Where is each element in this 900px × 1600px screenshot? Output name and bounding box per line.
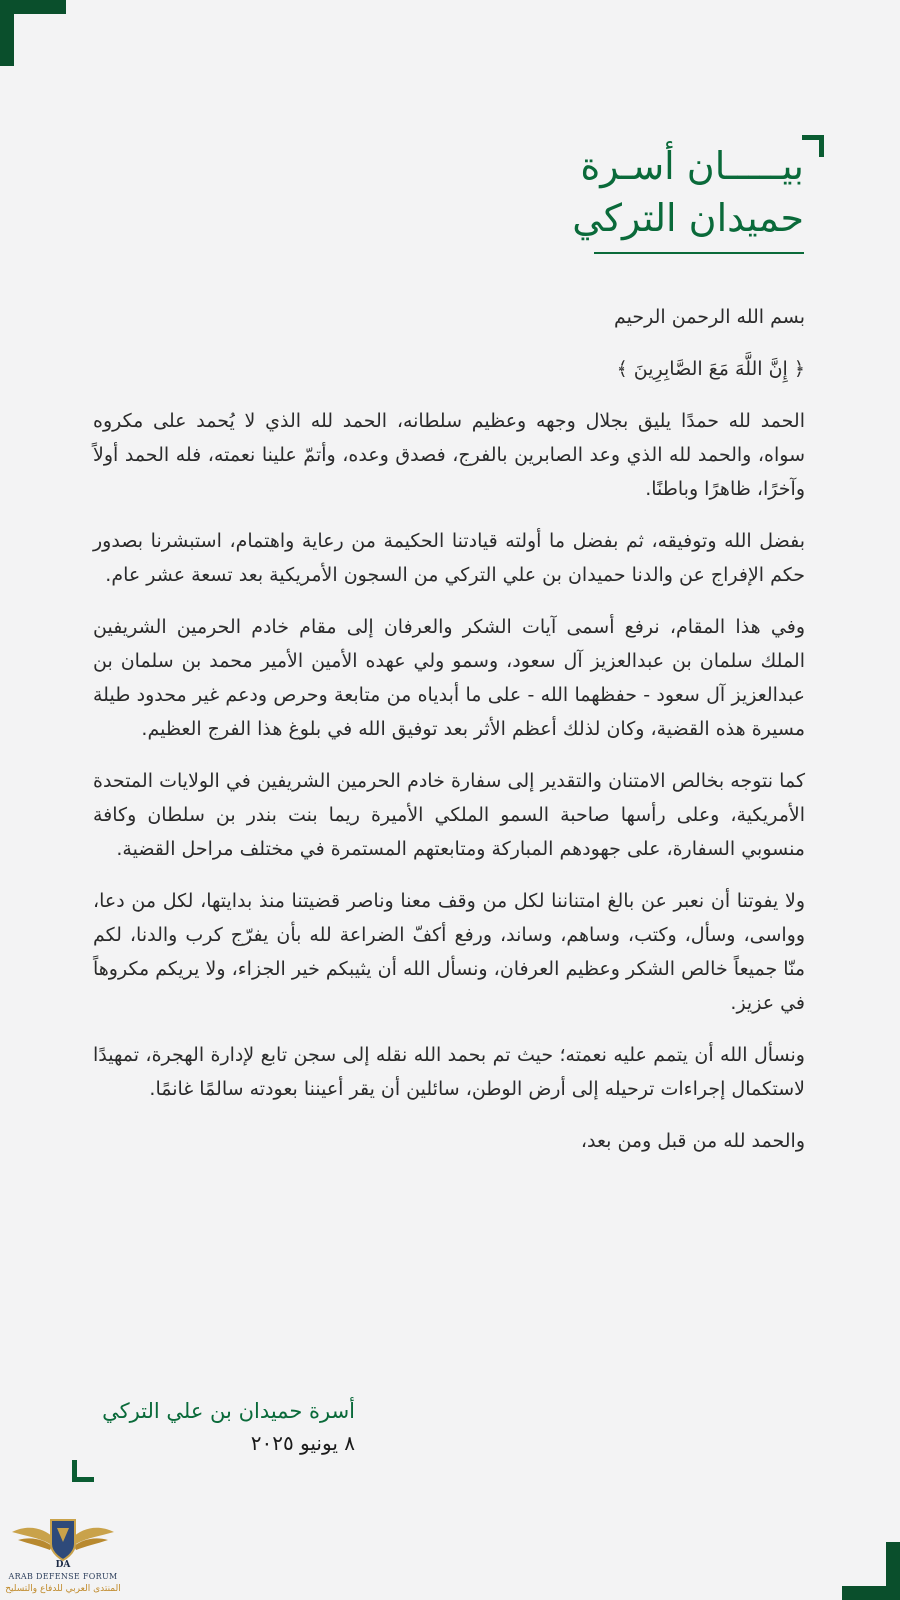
paragraph-thanks-embassy: كما نتوجه بخالص الامتنان والتقدير إلى سفارة خادم الحرمين الشريفين في الولايات المتحدة الأمريكية، وعلى رأسها صاحبة السمو الملكي الأميرة ريما بنت بندر بن سلطان وكافة منسوبي السفارة، على جهودهم المباركة ومتابعتهم المستمرة في مختلف مراحل القضية. bbox=[93, 770, 805, 860]
title-underline bbox=[594, 252, 804, 254]
watermark-logo bbox=[4, 1510, 122, 1598]
watermark-text-ar: المنتدى العربي للدفاع والتسليح bbox=[5, 1584, 121, 1594]
corner-ornament-top-left bbox=[0, 0, 66, 66]
basmala: بسم الله الرحمن الرحيم bbox=[614, 306, 805, 328]
paragraph-praise: الحمد لله حمدًا يليق بجلال وجهه وعظيم سلطانه، الحمد لله الذي لا يُحمد على مكروه سواه، والحمد لله الذي وعد الصابرين بالفرج، فصدق وعده، وأتمّ علينا نعمته، فله الحمد أولاً وآخرًا، ظاهرًا وباطنًا. bbox=[93, 410, 805, 500]
quran-verse: ﴿ إِنَّ اللَّهَ مَعَ الصَّابِرِينَ ﴾ bbox=[616, 358, 805, 380]
watermark-text-en: ARAB DEFENSE FORUM bbox=[8, 1572, 118, 1581]
paragraph-release-news: بفضل الله وتوفيقه، ثم بفضل ما أولته قيادتنا الحكيمة من رعاية واهتمام، استبشرنا بصدور حكم الإفراج عن والدنا حميدان بن علي التركي من السجون الأمريكية بعد تسعة عشر عام. bbox=[93, 530, 805, 586]
watermark-letters: DA bbox=[55, 1560, 71, 1570]
paragraph-thanks-leadership: وفي هذا المقام، نرفع أسمى آيات الشكر والعرفان إلى مقام خادم الحرمين الشريفين الملك سلمان بن عبدالعزيز آل سعود، وسمو ولي عهده الأمين الأمير محمد بن سلمان بن عبدالعزيز آل سعود - حفظهما الله - على ما أبدياه من متابعة وحرص ودعم غير محدود طيلة مسيرة هذه القضية، وكان لذلك أعظم الأثر بعد توفيق الله في بلوغ هذا الفرج العظيم. bbox=[93, 616, 805, 740]
corner-ornament-title bbox=[802, 135, 824, 157]
statement-title bbox=[484, 140, 804, 254]
title-line-1: بيـــــان أسـرة bbox=[580, 144, 804, 188]
corner-ornament-bottom-right bbox=[842, 1542, 900, 1600]
corner-ornament-signature bbox=[72, 1460, 94, 1482]
title-line-2: حميدان التركي bbox=[572, 196, 804, 240]
statement-body bbox=[93, 300, 805, 1176]
signature-date: ٨ يونيو ٢٠٢٥ bbox=[250, 1431, 355, 1455]
paragraph-transfer: ونسأل الله أن يتمم عليه نعمته؛ حيث تم بحمد الله نقله إلى سجن تابع لإدارة الهجرة، تمهيدًا لاستكمال إجراءات ترحيله إلى أرض الوطن، سائلين أن يقر أعيننا بعودته سالمًا غانمًا. bbox=[93, 1044, 805, 1100]
paragraph-closing: والحمد لله من قبل ومن بعد، bbox=[580, 1130, 805, 1152]
signature-block bbox=[95, 1395, 355, 1459]
signature-name: أسرة حميدان بن علي التركي bbox=[102, 1399, 355, 1423]
paragraph-thanks-supporters: ولا يفوتنا أن نعبر عن بالغ امتناننا لكل من وقف معنا وناصر قضيتنا منذ بدايتها، لكل من دعا، وواسى، وسأل، وكتب، وساهم، وساند، ورفع أكفّ الضراعة لله بأن يفرّج كرب والدنا، لكم منّا جميعاً خالص الشكر وعظيم العرفان، ونسأل الله أن يثيبكم خير الجزاء، ولا يريكم مكروهاً في عزيز. bbox=[93, 890, 805, 1014]
